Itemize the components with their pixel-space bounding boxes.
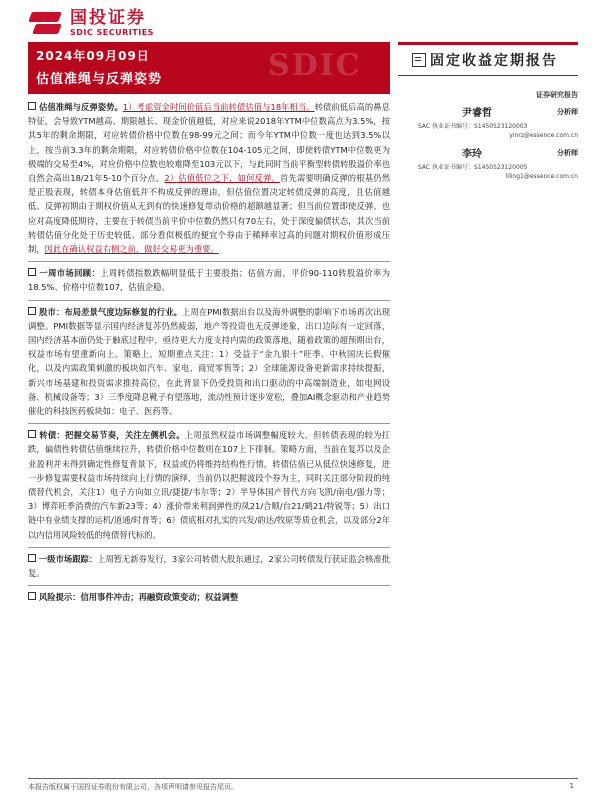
- section-heading: 估值准绳与反弹姿势。: [39, 102, 123, 112]
- summary-section: [28, 100, 390, 256]
- section-heading: 一级市场跟踪：: [39, 553, 98, 564]
- analyst-email[interactable]: liling1@essence.com.cn: [505, 173, 578, 180]
- square-bullet-icon: [28, 430, 36, 438]
- body-text: 首先需要明确反弹的根基仍然是正股表现，转债本身估值低并不构成反弹的理由，但估值位置决定转债反弹的高度，且估值越低、反弹初期由于期权价值从无到有的快速修复带动价格的超额越显著；但当前位置即使反弹、也应对高度降低期待，主要在于转债当前平价中位数仍然只有70左右，处于深度偏债状态，其次当前转债估值分化处于历史较低、部分看似极低的便宜个券由于稀释率过高的问题对期权价值形成压制，: [28, 173, 391, 255]
- logo-mark-icon: [28, 8, 64, 38]
- brand-name-cn: 国投证券: [70, 7, 146, 28]
- analyst-license: SAC 执业证书编号：S1450523120003: [418, 123, 528, 130]
- sidebar: [398, 90, 578, 186]
- document-icon: [412, 53, 426, 67]
- analyst-role: 分析师: [557, 107, 578, 116]
- banner-watermark: SDIC: [268, 48, 362, 83]
- section-heading: 一周市场回顾：: [39, 268, 101, 279]
- square-bullet-icon: [28, 268, 36, 276]
- square-bullet-icon: [28, 592, 36, 600]
- key-point-text: 因此在确认权益右侧之前，做好交易更为重要。: [44, 244, 219, 255]
- summary-section: [28, 428, 390, 542]
- section-heading: 转债：把握交易节奏，关注左侧机会。: [39, 430, 185, 441]
- report-title: 估值准绳与反弹姿势: [36, 72, 163, 87]
- section-divider: [28, 585, 390, 586]
- analyst-license: SAC 执业证书编号：S1450523120005: [418, 164, 528, 171]
- body-text: 转债前低后高的鼻息特征，会导致YTM越高、期限越长、现金价值越低，对应来说2018年YTM中位数高点为3.5%，按其5年的剩余期限，对应转债价格中位数在98-99元之间；而今年YTM中位数一度也达到3.5%以上，按当前3.3年的剩余期限，对应转债价格中位数在104-105元之间，即使转债YTM中位数更为极端的交易至4%，对应价格中位数也较难降至103元以下，与此同时当前平衡型转债转股溢价率也自然会高出18/21年5-10个百分点。: [28, 102, 390, 184]
- summary-section: [28, 305, 390, 419]
- body-text: 上周转债指数跌幅明显低于主要股指；估值方面，平价90-110转股溢价率为18.5%、价格中位数107，估值企稳。: [28, 268, 390, 293]
- square-bullet-icon: [28, 307, 36, 315]
- analyst-role: 分析师: [557, 148, 578, 157]
- section-heading: 风险提示：信用事件冲击；再融资政策变动；权益调整: [39, 592, 239, 603]
- footer-disclaimer: 本报告版权属于国投证券股份有限公司，各项声明请参见报告尾页。: [28, 783, 238, 791]
- analyst-name: 尹睿哲: [462, 108, 492, 119]
- report-type-label: 固定收益定期报告: [430, 53, 558, 69]
- analyst-name: 李玲: [462, 149, 482, 160]
- section-divider: [28, 261, 390, 262]
- analyst-card: [398, 145, 578, 180]
- key-point-text: 1）考虑资金时间价值后当前转债估值与18年相当。: [122, 102, 315, 112]
- brand-logo: [28, 8, 154, 38]
- main-content: [28, 100, 390, 610]
- body-text: 上周暂无新券发行，3家公司转债大股东通过，2家公司转债发行获证监会核准批复。: [28, 553, 390, 579]
- report-date: 2024年09月09日: [36, 49, 150, 63]
- square-bullet-icon: [28, 102, 36, 110]
- summary-section: [28, 590, 390, 604]
- section-heading: 股市：布局差景气度边际修复的行业。: [39, 306, 183, 317]
- section-divider: [28, 547, 390, 548]
- body-text: 上周在PMI数据出台以及海外调整的影响下市场再次出现调整。PMI数据等显示国内经济复苏仍然疲弱，地产等投资也无反弹迹象，出口边际有一定回落，国内经济基本面仍处于触底过程中，亟待更大力度支持内需的政策落地，随着政策的超预期出台，权益市场有望重新向上。策略上，短期重点关注：1）受益于“金九银十”旺季、中秋国庆长假催化，以及内需政策刺激的板块如汽车、家电、商贸零售等；2）全球能源设备更新需求持续提振，新兴市场基建和投资需求推持高位，在此背景下仍受投资和出口驱动的中高端制造业，如电网设备、机械设备等；3）三季度降息靴子有望落地，流动性预计逐步宽松，叠加AI概念驱动和产业趋势催化的科技医药板块如：电子、医药等。: [28, 306, 390, 417]
- section-divider: [28, 300, 390, 301]
- summary-section: [28, 552, 390, 580]
- summary-section: [28, 266, 390, 294]
- key-point-text: 2）估值低位之下，如何反弹。: [164, 173, 280, 184]
- dept-label: 证券研究报告: [536, 91, 578, 99]
- title-banner: [28, 42, 390, 94]
- footer-divider: [28, 778, 578, 779]
- analyst-email[interactable]: yinrz@essence.com.cn: [509, 132, 578, 139]
- body-text: 上周虽然权益市场调整幅度较大，但转债表现的较为扛跌，偏债性转债估值继续拉升，转债价格中位数则在107上下徘徊。策略方面，当前在复苏以及企业盈利并未得到确定性修复背景下，权益或仍将维持结构性行情，转债估值已从低位快速修复，进一步修复需要权益市场持续向上行情的演绎，当前仍以把握波段个券为主，同时关注部分阶段的纯债替代机会，关注1）电子方向如立讯/捷捷/韦尔等；2）半导体国产替代方向飞凯/南电/强力等；3）博弈旺季消费的汽车新23等；4）涨价带来利润弹性的凤21/合顺/台21/鹤21/特锐等；5）出口链中有业绩支撑的运机/道通/时普等；6）债底相对扎实的兴发/韵达/牧原等质仓机会，以及部分2年以内信用风险较低的纯债替代标的。: [28, 430, 390, 540]
- page-number: 1: [569, 782, 574, 790]
- brand-name-en: SDIC SECURITIES: [70, 27, 154, 37]
- square-bullet-icon: [28, 554, 36, 562]
- analyst-card: [398, 104, 578, 139]
- report-type-header: [398, 42, 578, 76]
- section-divider: [28, 423, 390, 424]
